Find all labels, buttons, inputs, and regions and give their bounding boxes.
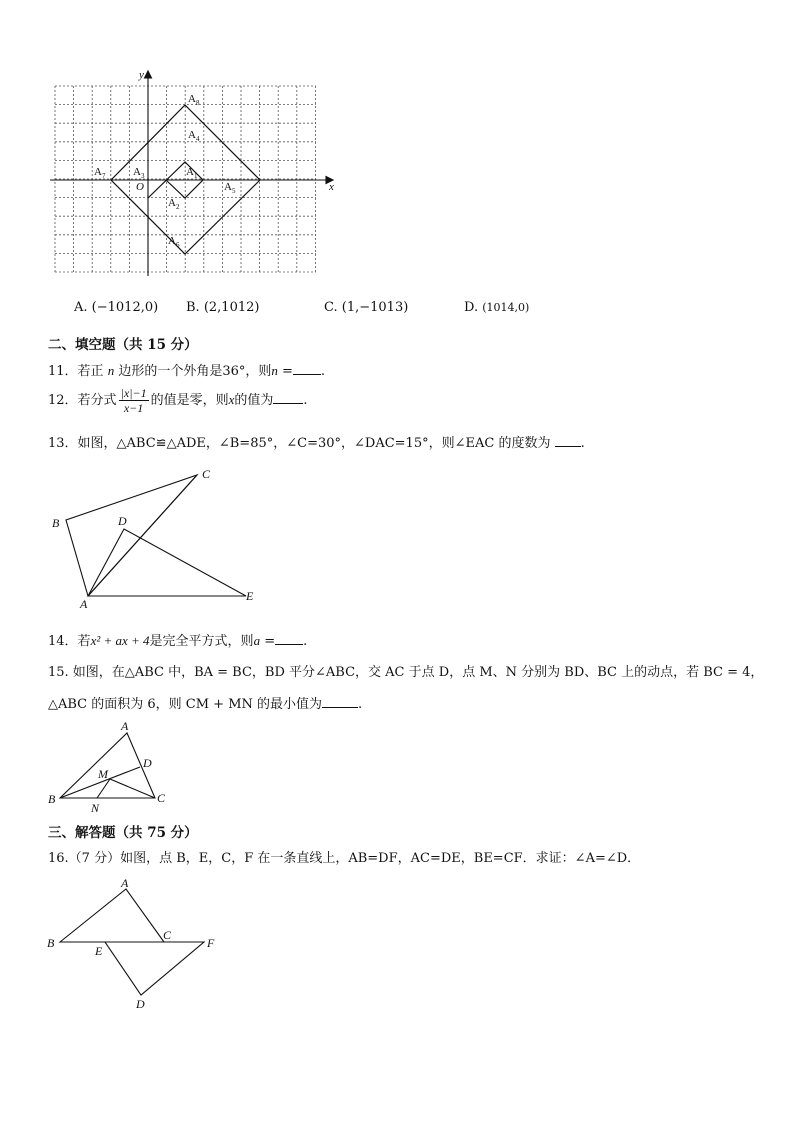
figure-15 (44, 716, 174, 816)
svg-text:B: B (47, 936, 55, 950)
y-axis-label: y (139, 69, 144, 81)
svg-text:C: C (202, 467, 211, 481)
label-a2: $A_2$ (168, 197, 180, 211)
question-12: 12．若分式 $\frac{|x|-1}{x-1}$ 的值是零，则x的值为 . (48, 386, 308, 415)
label-a5: $A_5$ (224, 181, 236, 195)
fraction: $\frac{|x|-1}{x-1}$ (120, 386, 147, 415)
label-a8: $A_8$ (188, 93, 200, 107)
question-15-line-1: 15. 如图，在△ABC 中，BA = BC，BD 平分∠ABC，交 AC 于点 D，点 M、N 分别为 BD、BC 上的动点，若 BC = 4， (48, 665, 764, 680)
figure-16 (44, 874, 224, 1014)
question-15-line-2: △ABC 的面积为 6，则 CM + MN 的最小值为 . (48, 697, 363, 712)
answer-blank-12[interactable] (273, 391, 303, 404)
svg-text:F: F (207, 936, 215, 950)
question-14: 14．若x² + ax + 4是完全平方式，则a = . (48, 633, 308, 649)
svg-text:A: A (80, 597, 88, 610)
coordinate-grid-figure (40, 66, 340, 280)
section-solve-title: 三、解答题（共 75 分） (48, 825, 198, 841)
option-d[interactable]: D. (1014,0) (464, 300, 530, 315)
svg-text:A: A (121, 719, 129, 733)
answer-blank-13[interactable] (555, 434, 581, 447)
label-a1: $A_1$ (186, 166, 198, 180)
svg-text:D: D (118, 514, 127, 528)
label-a4: $A_4$ (188, 129, 200, 143)
answer-blank-11[interactable] (293, 362, 321, 375)
svg-text:B: B (52, 516, 60, 530)
figure-13 (46, 462, 266, 610)
answer-blank-15[interactable] (322, 695, 358, 708)
label-a7: $A_7$ (94, 166, 106, 180)
svg-text:C: C (163, 928, 172, 942)
svg-text:A: A (121, 876, 129, 890)
section-fill-blank-title: 二、填空题（共 15 分） (48, 337, 198, 353)
option-c[interactable]: C. (1,−1013) (324, 300, 409, 315)
svg-text:B: B (48, 792, 56, 806)
svg-text:C: C (157, 791, 166, 805)
x-axis-label: x (329, 181, 334, 193)
svg-text:D: D (136, 997, 145, 1011)
label-a3: $A_3$ (133, 166, 145, 180)
svg-text:N: N (91, 801, 100, 815)
svg-text:E: E (246, 589, 254, 603)
svg-text:D: D (143, 756, 152, 770)
svg-text:M: M (98, 767, 108, 781)
svg-text:E: E (95, 944, 103, 958)
question-16: 16.（7 分）如图，点 B，E，C，F 在一条直线上，AB=DF，AC=DE，BE=CF．求证：∠A=∠D． (48, 851, 641, 866)
origin-label: O (136, 181, 144, 193)
option-a[interactable]: A. (−1012,0) (74, 300, 159, 315)
label-a6: $A_6$ (168, 235, 180, 249)
question-11: 11．若正 n 边形的一个外角是36°，则n = . (48, 363, 326, 379)
question-13: 13．如图，△ABC≌△ADE，∠B=85°，∠C=30°，∠DAC=15°，则∠EAC 的度数为 . (48, 436, 585, 451)
y-axis-arrow (145, 71, 152, 78)
option-b[interactable]: B. (2,1012) (186, 300, 260, 315)
answer-blank-14[interactable] (275, 632, 303, 645)
